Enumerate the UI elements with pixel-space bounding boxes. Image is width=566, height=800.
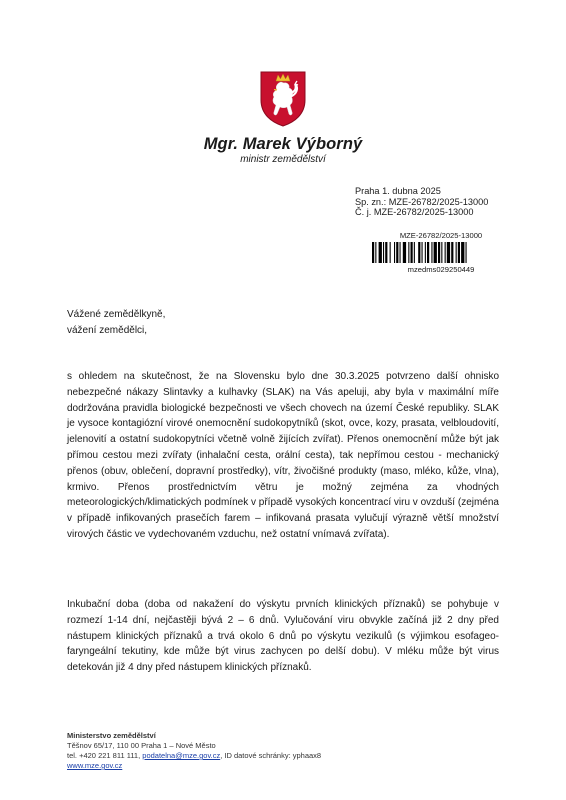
place-date: Praha 1. dubna 2025 [355, 186, 441, 196]
file-number: Sp. zn.: MZE-26782/2025-13000 [355, 196, 489, 207]
footer-phone: tel. +420 221 811 111, [67, 751, 141, 760]
footer-organization: Ministerstvo zemědělství [67, 731, 156, 740]
footer-web-link[interactable]: www.mze.gov.cz [67, 761, 123, 770]
footer-contact [67, 751, 321, 761]
footer-databox: , ID datové schránky: yphaax8 [220, 751, 322, 760]
barcode-label: MZE-26782/2025-13000 [399, 231, 483, 240]
author-name: Mgr. Marek Výborný [203, 135, 363, 153]
footer-email-link[interactable]: podatelna@mze.gov.cz [142, 751, 221, 760]
salutation-line-1: Vážené zemědělkyně, [67, 309, 166, 320]
barcode-icon [372, 242, 502, 263]
reference-block [355, 186, 488, 218]
document-number: Č. j. MZE-26782/2025-13000 [355, 207, 474, 217]
salutation [67, 307, 165, 339]
barcode-code: mzedms029250449 [407, 265, 475, 274]
body-paragraph-1: s ohledem na skutečnost, že na Slovensku bylo dne 30.3.2025 potvrzeno další ohnisko nebezpečné nákazy Slintavky a kulhavky (SLAK) na Vás apeluji, aby byla v maximální míře dodržována pravidla biologické bezpečnosti ve všech chovech na území České republiky. SLAK je vysoce kontagiózní virové onemocnění sudokopytníků (skot, ovce, kozy, prasata, velbloudovití, jelenovití a ostatní sudokopytníci včetně volně žijících zvířat). Přenos onemocnění může být jak přímou cestou mezi zvířaty (inhalační cesta, orální cesta), tak nepřímou cestou - mechanický přenos (obuv, oblečení, dopravní prostředky), vítr, živočišné produkty (maso, mléko, kůže, vlna), krmivo. Přenos prostřednictvím větru je možný zejména za vhodných meteorologických/klimatických podmínek v případě vysokých koncentrací viru v ovzduší (zejména v případě infikovaných prasečích farem – infikovaná prasata vylučují výrazně větší množství virových částic ve vydechovaném vzduchu, než ostatní vnímavá zvířata). [67, 371, 499, 540]
salutation-line-2: vážení zemědělci, [67, 325, 148, 336]
author-role: ministr zemědělství [240, 154, 326, 165]
coat-of-arms-emblem [259, 70, 307, 128]
footer [67, 731, 321, 771]
footer-address: Těšnov 65/17, 110 00 Praha 1 – Nové Město [67, 741, 216, 750]
body-paragraph-2: Inkubační doba (doba od nakažení do výskytu prvních klinických příznaků) se pohybuje v rozmezí 1-14 dní, nejčastěji bývá 2 – 6 dnů. Vylučování viru obvykle začíná již 2 dny před nástupem klinických příznaků a trvá okolo 6 dnů po výskytu vezikulů (s výjimkou esofageo-faryngeální tekutiny, kde může být virus zachycen po delší dobu). V mléku může být virus detekován již 4 dny před nástupem klinických příznaků. [67, 599, 499, 674]
